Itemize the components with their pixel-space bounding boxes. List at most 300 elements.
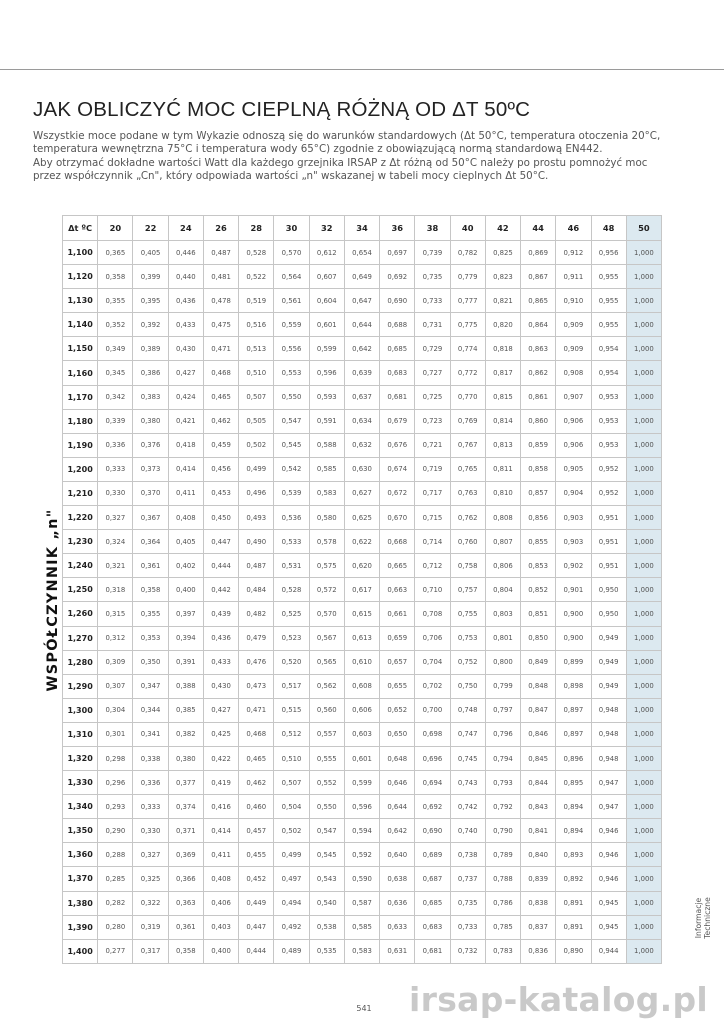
table-cell: 0,596: [309, 361, 344, 385]
table-cell: 0,567: [309, 626, 344, 650]
section-tab-line-2: Techniczne: [703, 897, 712, 939]
table-cell: 0,363: [168, 891, 203, 915]
table-cell: 1,000: [626, 481, 661, 505]
table-cell: 0,447: [239, 915, 274, 939]
table-cell: 0,421: [168, 409, 203, 433]
table-cell: 0,364: [133, 530, 168, 554]
table-cell: 0,672: [380, 481, 415, 505]
table-cell: 0,755: [450, 602, 485, 626]
table-cell: 0,765: [450, 457, 485, 481]
table-cell: 0,949: [591, 674, 626, 698]
table-cell: 0,903: [556, 506, 591, 530]
table-cell: 0,639: [344, 361, 379, 385]
table-cell: 0,536: [274, 506, 309, 530]
table-cell: 0,369: [168, 843, 203, 867]
table-cell: 0,777: [450, 289, 485, 313]
table-cell: 0,622: [344, 530, 379, 554]
table-cell: 0,689: [415, 843, 450, 867]
table-cell: 0,561: [274, 289, 309, 313]
table-cell: 0,405: [168, 530, 203, 554]
table-cell: 0,510: [239, 361, 274, 385]
table-cell: 0,587: [344, 891, 379, 915]
table-cell: 0,385: [168, 698, 203, 722]
table-cell: 1,000: [626, 530, 661, 554]
table-cell: 0,740: [450, 819, 485, 843]
table-cell: 0,807: [485, 530, 520, 554]
table-cell: 0,650: [380, 722, 415, 746]
table-cell: 0,860: [521, 409, 556, 433]
table-cell: 0,862: [521, 361, 556, 385]
table-cell: 0,774: [450, 337, 485, 361]
row-header: 1,160: [63, 361, 98, 385]
table-cell: 0,608: [344, 674, 379, 698]
table-cell: 0,406: [203, 891, 238, 915]
table-cell: 0,468: [239, 722, 274, 746]
table-cell: 0,897: [556, 722, 591, 746]
table-cell: 1,000: [626, 915, 661, 939]
table-cell: 0,427: [168, 361, 203, 385]
column-header: 26: [203, 216, 238, 241]
table-cell: 0,714: [415, 530, 450, 554]
row-header: 1,240: [63, 554, 98, 578]
table-cell: 0,788: [485, 867, 520, 891]
coefficient-table: [62, 215, 662, 964]
row-header: 1,120: [63, 265, 98, 289]
table-cell: 0,636: [380, 891, 415, 915]
table-cell: 0,494: [274, 891, 309, 915]
table-cell: 0,625: [344, 506, 379, 530]
table-cell: 0,752: [450, 650, 485, 674]
table-cell: 0,657: [380, 650, 415, 674]
table-cell: 0,336: [133, 771, 168, 795]
table-cell: 0,647: [344, 289, 379, 313]
table-cell: 0,502: [239, 433, 274, 457]
table-cell: 0,613: [344, 626, 379, 650]
table-row: [63, 481, 662, 505]
table-cell: 0,444: [203, 554, 238, 578]
table-cell: 0,891: [556, 915, 591, 939]
table-cell: 0,800: [485, 650, 520, 674]
table-cell: 0,849: [521, 650, 556, 674]
table-cell: 0,358: [168, 939, 203, 963]
table-cell: 0,654: [344, 241, 379, 265]
table-cell: 0,676: [380, 433, 415, 457]
table-cell: 0,599: [309, 337, 344, 361]
table-row: [63, 313, 662, 337]
table-cell: 0,823: [485, 265, 520, 289]
table-cell: 0,447: [203, 530, 238, 554]
table-cell: 0,697: [380, 241, 415, 265]
table-cell: 0,439: [203, 602, 238, 626]
table-cell: 0,893: [556, 843, 591, 867]
table-cell: 0,634: [344, 409, 379, 433]
table-cell: 0,436: [203, 626, 238, 650]
table-cell: 1,000: [626, 361, 661, 385]
table-cell: 0,282: [98, 891, 133, 915]
table-cell: 0,471: [239, 698, 274, 722]
table-row: [63, 939, 662, 963]
table-cell: 0,424: [168, 385, 203, 409]
table-row: [63, 771, 662, 795]
column-header: 32: [309, 216, 344, 241]
table-cell: 0,769: [450, 409, 485, 433]
table-cell: 0,492: [274, 915, 309, 939]
table-cell: 0,459: [203, 433, 238, 457]
table-cell: 0,700: [415, 698, 450, 722]
table-cell: 0,408: [168, 506, 203, 530]
table-cell: 0,391: [168, 650, 203, 674]
column-header: 38: [415, 216, 450, 241]
table-cell: 0,655: [380, 674, 415, 698]
header-corner: Δt ºC: [63, 216, 98, 241]
table-cell: 0,745: [450, 746, 485, 770]
table-cell: 0,482: [239, 602, 274, 626]
table-cell: 0,285: [98, 867, 133, 891]
section-tab-line-1: Informacje: [694, 897, 703, 939]
table-cell: 0,301: [98, 722, 133, 746]
table-cell: 0,531: [274, 554, 309, 578]
table-cell: 0,460: [239, 795, 274, 819]
table-cell: 0,446: [168, 241, 203, 265]
table-cell: 0,950: [591, 578, 626, 602]
column-header: 50: [626, 216, 661, 241]
table-cell: 0,951: [591, 554, 626, 578]
table-cell: 0,794: [485, 746, 520, 770]
table-cell: 0,725: [415, 385, 450, 409]
table-cell: 0,785: [485, 915, 520, 939]
table-cell: 0,721: [415, 433, 450, 457]
table-cell: 0,497: [274, 867, 309, 891]
table-cell: 0,550: [274, 385, 309, 409]
table-row: [63, 265, 662, 289]
row-header: 1,100: [63, 241, 98, 265]
table-cell: 0,523: [274, 626, 309, 650]
table-cell: 0,811: [485, 457, 520, 481]
table-cell: 0,402: [168, 554, 203, 578]
table-cell: 0,836: [521, 939, 556, 963]
table-cell: 0,547: [309, 819, 344, 843]
table-cell: 0,852: [521, 578, 556, 602]
table-cell: 0,570: [309, 602, 344, 626]
table-cell: 0,837: [521, 915, 556, 939]
table-cell: 0,471: [203, 337, 238, 361]
table-cell: 0,553: [274, 361, 309, 385]
table-cell: 0,760: [450, 530, 485, 554]
table-cell: 1,000: [626, 385, 661, 409]
table-cell: 0,902: [556, 554, 591, 578]
intro-line-1: Wszystkie moce podane w tym Wykazie odnoszą się do warunków standardowych (Δt 50°C, temperatura otoczenia 20°C,: [33, 130, 661, 142]
row-header: 1,250: [63, 578, 98, 602]
table-cell: 0,414: [203, 819, 238, 843]
table-row: [63, 385, 662, 409]
row-header: 1,140: [63, 313, 98, 337]
table-row: [63, 361, 662, 385]
table-row: [63, 867, 662, 891]
page-number: 541: [356, 1004, 372, 1013]
table-cell: 0,642: [380, 819, 415, 843]
table-cell: 0,850: [521, 626, 556, 650]
table-cell: 0,742: [450, 795, 485, 819]
table-cell: 0,317: [133, 939, 168, 963]
table-cell: 0,456: [203, 457, 238, 481]
table-cell: 0,631: [380, 939, 415, 963]
table-cell: 0,858: [521, 457, 556, 481]
table-cell: 0,361: [133, 554, 168, 578]
table-cell: 0,481: [203, 265, 238, 289]
table-cell: 0,729: [415, 337, 450, 361]
table-cell: 0,507: [239, 385, 274, 409]
column-header: 48: [591, 216, 626, 241]
table-cell: 0,947: [591, 771, 626, 795]
table-cell: 0,864: [521, 313, 556, 337]
table-cell: 0,859: [521, 433, 556, 457]
table-cell: 0,633: [380, 915, 415, 939]
table-row: [63, 626, 662, 650]
table-cell: 0,946: [591, 819, 626, 843]
table-cell: 0,861: [521, 385, 556, 409]
table-cell: 0,733: [450, 915, 485, 939]
table-cell: 0,818: [485, 337, 520, 361]
table-cell: 0,504: [274, 795, 309, 819]
row-header: 1,230: [63, 530, 98, 554]
table-cell: 0,844: [521, 771, 556, 795]
table-cell: 0,909: [556, 337, 591, 361]
table-cell: 0,954: [591, 361, 626, 385]
table-cell: 0,538: [309, 915, 344, 939]
table-cell: 0,945: [591, 915, 626, 939]
table-cell: 0,583: [309, 481, 344, 505]
table-cell: 0,892: [556, 867, 591, 891]
table-cell: 0,845: [521, 746, 556, 770]
table-cell: 0,473: [239, 674, 274, 698]
table-cell: 0,374: [168, 795, 203, 819]
table-cell: 0,280: [98, 915, 133, 939]
table-cell: 0,612: [309, 241, 344, 265]
table-cell: 0,674: [380, 457, 415, 481]
table-cell: 0,953: [591, 385, 626, 409]
table-cell: 0,580: [309, 506, 344, 530]
table-cell: 0,493: [239, 506, 274, 530]
table-cell: 0,367: [133, 506, 168, 530]
table-cell: 0,946: [591, 867, 626, 891]
table-cell: 0,948: [591, 746, 626, 770]
table-cell: 0,955: [591, 265, 626, 289]
table-cell: 0,361: [168, 915, 203, 939]
table-cell: 1,000: [626, 241, 661, 265]
row-header: 1,310: [63, 722, 98, 746]
table-row: [63, 819, 662, 843]
table-cell: 1,000: [626, 795, 661, 819]
watermark-logo: irsap-katalog.pl: [409, 980, 708, 1019]
table-cell: 0,897: [556, 698, 591, 722]
table-cell: 1,000: [626, 771, 661, 795]
table-cell: 0,692: [415, 795, 450, 819]
table-cell: 0,719: [415, 457, 450, 481]
table-cell: 0,499: [239, 457, 274, 481]
table-cell: 0,383: [133, 385, 168, 409]
table-cell: 0,908: [556, 361, 591, 385]
table-cell: 0,894: [556, 819, 591, 843]
table-cell: 0,516: [239, 313, 274, 337]
table-cell: 0,953: [591, 409, 626, 433]
row-header: 1,320: [63, 746, 98, 770]
table-row: [63, 409, 662, 433]
table-cell: 0,507: [274, 771, 309, 795]
table-cell: 0,353: [133, 626, 168, 650]
row-header: 1,130: [63, 289, 98, 313]
table-cell: 0,663: [380, 578, 415, 602]
table-cell: 1,000: [626, 313, 661, 337]
table-cell: 0,419: [203, 771, 238, 795]
table-cell: 0,912: [556, 241, 591, 265]
table-cell: 0,478: [203, 289, 238, 313]
table-cell: 0,585: [344, 915, 379, 939]
table-cell: 0,843: [521, 795, 556, 819]
table-row: [63, 698, 662, 722]
table-cell: 0,683: [415, 915, 450, 939]
table-row: [63, 915, 662, 939]
table-cell: 0,949: [591, 626, 626, 650]
table-cell: 0,735: [450, 891, 485, 915]
table-cell: 0,814: [485, 409, 520, 433]
table-cell: 0,418: [168, 433, 203, 457]
table-cell: 1,000: [626, 506, 661, 530]
table-cell: 0,620: [344, 554, 379, 578]
table-cell: 0,753: [450, 626, 485, 650]
table-cell: 0,416: [203, 795, 238, 819]
table-cell: 0,762: [450, 506, 485, 530]
table-cell: 0,952: [591, 457, 626, 481]
section-tab: [694, 897, 712, 939]
table-cell: 0,452: [239, 867, 274, 891]
table-cell: 0,757: [450, 578, 485, 602]
intro-line-2: temperatura wewnętrzna 75°C i temperatura wody 65°C) zgodnie z obowiązującą normą standardową EN442.: [33, 143, 603, 156]
table-cell: 0,652: [380, 698, 415, 722]
row-header: 1,150: [63, 337, 98, 361]
table-cell: 0,468: [203, 361, 238, 385]
table-cell: 0,790: [485, 819, 520, 843]
table-cell: 0,307: [98, 674, 133, 698]
table-row: [63, 843, 662, 867]
table-cell: 0,352: [98, 313, 133, 337]
column-header: 30: [274, 216, 309, 241]
table-cell: 0,388: [168, 674, 203, 698]
table-cell: 0,731: [415, 313, 450, 337]
table-cell: 0,789: [485, 843, 520, 867]
table-cell: 0,484: [239, 578, 274, 602]
table-cell: 0,583: [344, 939, 379, 963]
table-cell: 0,821: [485, 289, 520, 313]
table-cell: 0,455: [239, 843, 274, 867]
table-cell: 0,947: [591, 795, 626, 819]
table-cell: 0,315: [98, 602, 133, 626]
table-cell: 0,733: [415, 289, 450, 313]
table-cell: 0,715: [415, 506, 450, 530]
table-cell: 0,373: [133, 457, 168, 481]
table-cell: 1,000: [626, 554, 661, 578]
table-cell: 0,723: [415, 409, 450, 433]
table-row: [63, 650, 662, 674]
row-header: 1,370: [63, 867, 98, 891]
table-cell: 0,377: [168, 771, 203, 795]
column-header: 34: [344, 216, 379, 241]
table-cell: 0,545: [309, 843, 344, 867]
table-cell: 0,900: [556, 602, 591, 626]
table-cell: 0,330: [98, 481, 133, 505]
table-cell: 0,591: [309, 409, 344, 433]
table-cell: 0,610: [344, 650, 379, 674]
table-cell: 0,430: [203, 674, 238, 698]
table-cell: 0,797: [485, 698, 520, 722]
table-cell: 0,644: [380, 795, 415, 819]
table-cell: 0,627: [344, 481, 379, 505]
table-cell: 0,801: [485, 626, 520, 650]
table-cell: 0,510: [274, 746, 309, 770]
table-cell: 0,775: [450, 313, 485, 337]
table-cell: 0,659: [380, 626, 415, 650]
table-cell: 0,535: [309, 939, 344, 963]
table-cell: 0,905: [556, 457, 591, 481]
table-cell: 0,808: [485, 506, 520, 530]
table-cell: 0,293: [98, 795, 133, 819]
table-cell: 0,370: [133, 481, 168, 505]
table-cell: 0,717: [415, 481, 450, 505]
table-cell: 0,698: [415, 722, 450, 746]
table-cell: 0,596: [344, 795, 379, 819]
table-cell: 0,637: [344, 385, 379, 409]
table-cell: 0,533: [274, 530, 309, 554]
table-cell: 0,382: [168, 722, 203, 746]
table-cell: 0,903: [556, 530, 591, 554]
table-cell: 0,948: [591, 698, 626, 722]
table-cell: 0,572: [309, 578, 344, 602]
table-cell: 1,000: [626, 409, 661, 433]
row-header: 1,360: [63, 843, 98, 867]
table-cell: 0,956: [591, 241, 626, 265]
table-cell: 0,840: [521, 843, 556, 867]
table-cell: 0,687: [415, 867, 450, 891]
table-cell: 0,502: [274, 819, 309, 843]
table-cell: 0,344: [133, 698, 168, 722]
column-header: 46: [556, 216, 591, 241]
table-cell: 0,411: [168, 481, 203, 505]
table-cell: 0,894: [556, 795, 591, 819]
table-cell: 0,380: [133, 409, 168, 433]
table-cell: 0,512: [274, 722, 309, 746]
table-cell: 0,444: [239, 939, 274, 963]
table-cell: 0,578: [309, 530, 344, 554]
table-cell: 0,679: [380, 409, 415, 433]
table-row: [63, 433, 662, 457]
table-cell: 0,462: [203, 409, 238, 433]
table-cell: 0,692: [380, 265, 415, 289]
table-cell: 0,688: [380, 313, 415, 337]
table-cell: 0,449: [239, 891, 274, 915]
table-cell: 0,644: [344, 313, 379, 337]
n-axis-label: WSPÓŁCZYNNIK „n": [45, 508, 61, 692]
table-cell: 0,392: [133, 313, 168, 337]
table-cell: 0,739: [415, 241, 450, 265]
table-cell: 0,817: [485, 361, 520, 385]
table-cell: 0,890: [556, 939, 591, 963]
table-cell: 0,863: [521, 337, 556, 361]
table-cell: 1,000: [626, 867, 661, 891]
row-header: 1,220: [63, 506, 98, 530]
table-cell: 0,330: [133, 819, 168, 843]
column-header: 20: [98, 216, 133, 241]
table-cell: 0,685: [415, 891, 450, 915]
table-cell: 0,735: [415, 265, 450, 289]
